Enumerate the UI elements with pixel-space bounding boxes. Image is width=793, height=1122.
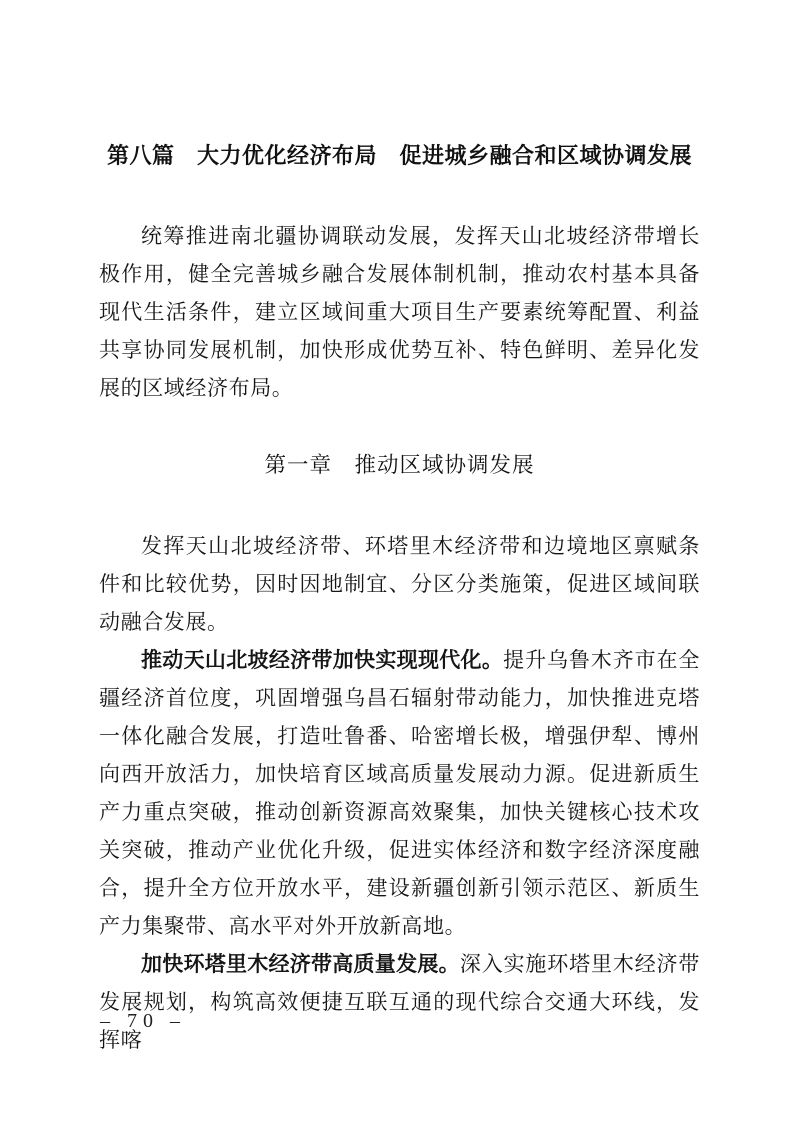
intro-paragraph: 统筹推进南北疆协调联动发展，发挥天山北坡经济带增长极作用，健全完善城乡融合发展体制机制，推动农村基本具备现代生活条件，建立区域间重大项目生产要素统筹配置、利益共享协同发展机制，加快形成优势互补、特色鲜明、差异化发展的区域经济布局。 [99,224,700,400]
paragraph-bold-lead: 推动天山北坡经济带加快实现现代化。 [141,648,504,672]
chapter-lead-paragraph: 发挥天山北坡经济带、环塔里木经济带和边境地区禀赋条件和比较优势，因时因地制宜、分区分类施策，促进区域间联动融合发展。 [99,534,700,634]
paragraph-text: 深入实施环塔里木经济带发展规划，构筑高效便捷互联互通的现代综合交通大环线，发挥喀 [99,952,700,1052]
body-paragraph [99,641,700,945]
chapter-title: 第一章 推动区域协调发展 [264,453,535,478]
paragraph-bold-lead: 加快环塔里木经济带高质量发展。 [141,952,460,976]
section-title: 第八篇 大力优化经济布局 促进城乡融合和区域协调发展 [106,144,692,169]
body-paragraph [99,945,700,1059]
page-number: – 70 – [100,1010,186,1032]
paragraph-text: 提升乌鲁木齐市在全疆经济首位度，巩固增强乌昌石辐射带动能力，加快推进克塔一体化融合发展，打造吐鲁番、哈密增长极，增强伊犁、博州向西开放活力，加快培育区域高质量发展动力源。促进新质生产力重点突破，推动创新资源高效聚集，加快关键核心技术攻关突破，推动产业优化升级，促进实体经济和数字经济深度融合，提升全方位开放水平，建设新疆创新引领示范区、新质生产力集聚带、高水平对外开放新高地。 [99,648,701,938]
